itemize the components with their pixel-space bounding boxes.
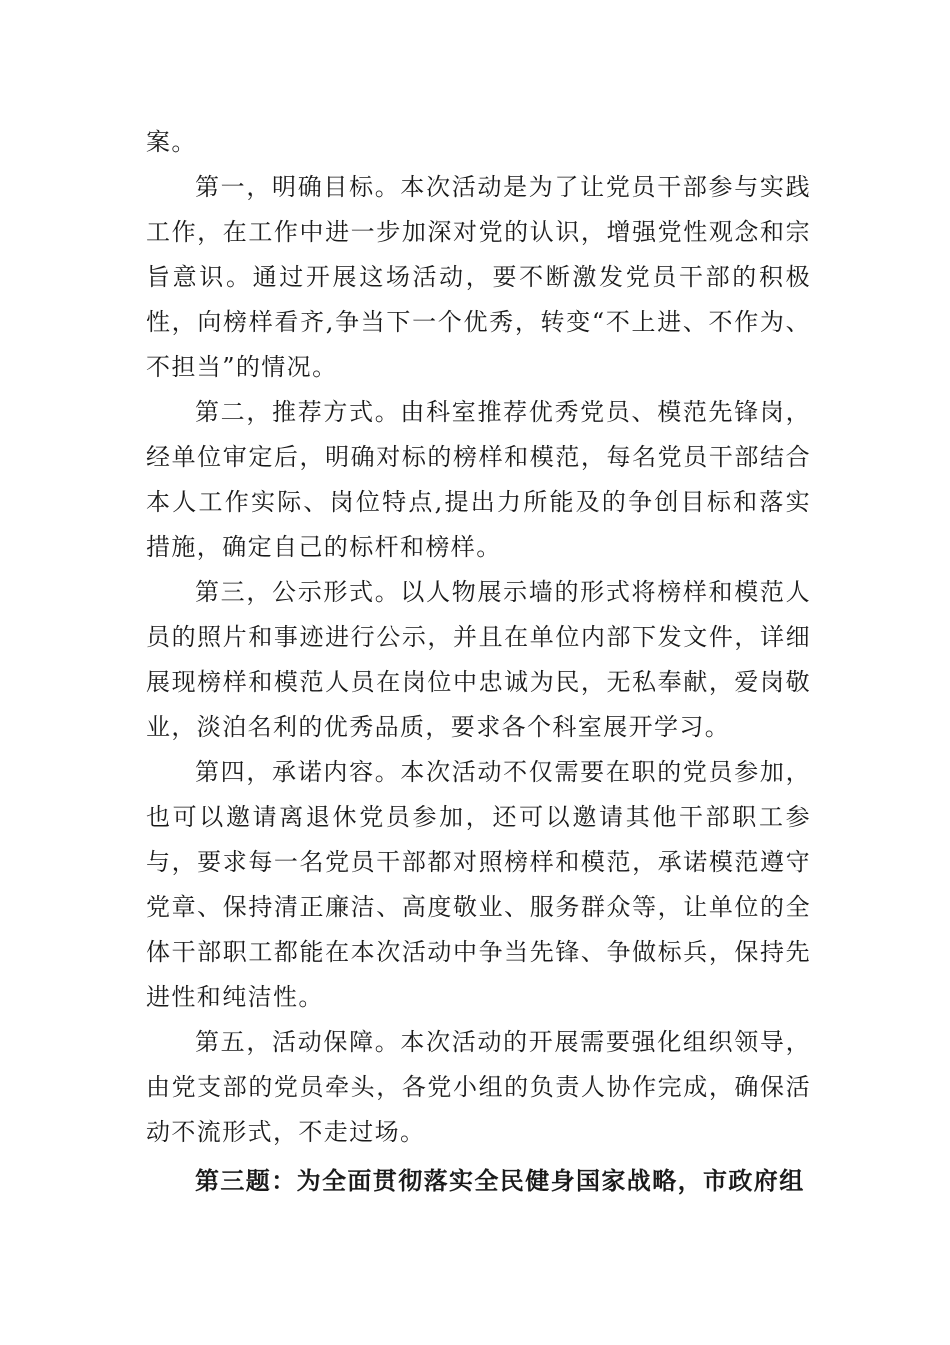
- question-three-heading: 第三题：为全面贯彻落实全民健身国家战略，市政府组: [195, 1167, 805, 1195]
- paragraph-second-recommendation: 第二，推荐方式。由科室推荐优秀党员、模范先锋岗，经单位审定后，明确对标的榜样和模范，每名党员干部结合本人工作实际、岗位特点,提出力所能及的争创目标和落实措施，确定自己的标杆和榜样。: [146, 398, 811, 561]
- paragraph-fifth-guarantee: 第五，活动保障。本次活动的开展需要强化组织领导，由党支部的党员牵头，各党小组的负责人协作完成，确保活动不流形式，不走过场。: [146, 1028, 811, 1146]
- paragraph-fourth-commitment: 第四，承诺内容。本次活动不仅需要在职的党员参加，也可以邀请离退休党员参加，还可以邀请其他干部职工参与，要求每一名党员干部都对照榜样和模范，承诺模范遵守党章、保持清正廉洁、高度敬业、服务群众等，让单位的全体干部职工都能在本次活动中争当先锋、争做标兵，保持先进性和纯洁性。: [146, 758, 811, 1011]
- paragraph-continuation: 案。: [146, 128, 197, 156]
- document-body: [146, 120, 811, 1204]
- paragraph-third-publicity: 第三，公示形式。以人物展示墙的形式将榜样和模范人员的照片和事迹进行公示，并且在单位内部下发文件，详细展现榜样和模范人员在岗位中忠诚为民，无私奉献，爱岗敬业，淡泊名利的优秀品质，要求各个科室展开学习。: [146, 578, 811, 741]
- paragraph-first-goal: 第一，明确目标。本次活动是为了让党员干部参与实践工作，在工作中进一步加深对党的认识，增强党性观念和宗旨意识。通过开展这场活动，要不断激发党员干部的积极性，向榜样看齐,争当下一个优秀，转变“不上进、不作为、不担当”的情况。: [146, 173, 811, 381]
